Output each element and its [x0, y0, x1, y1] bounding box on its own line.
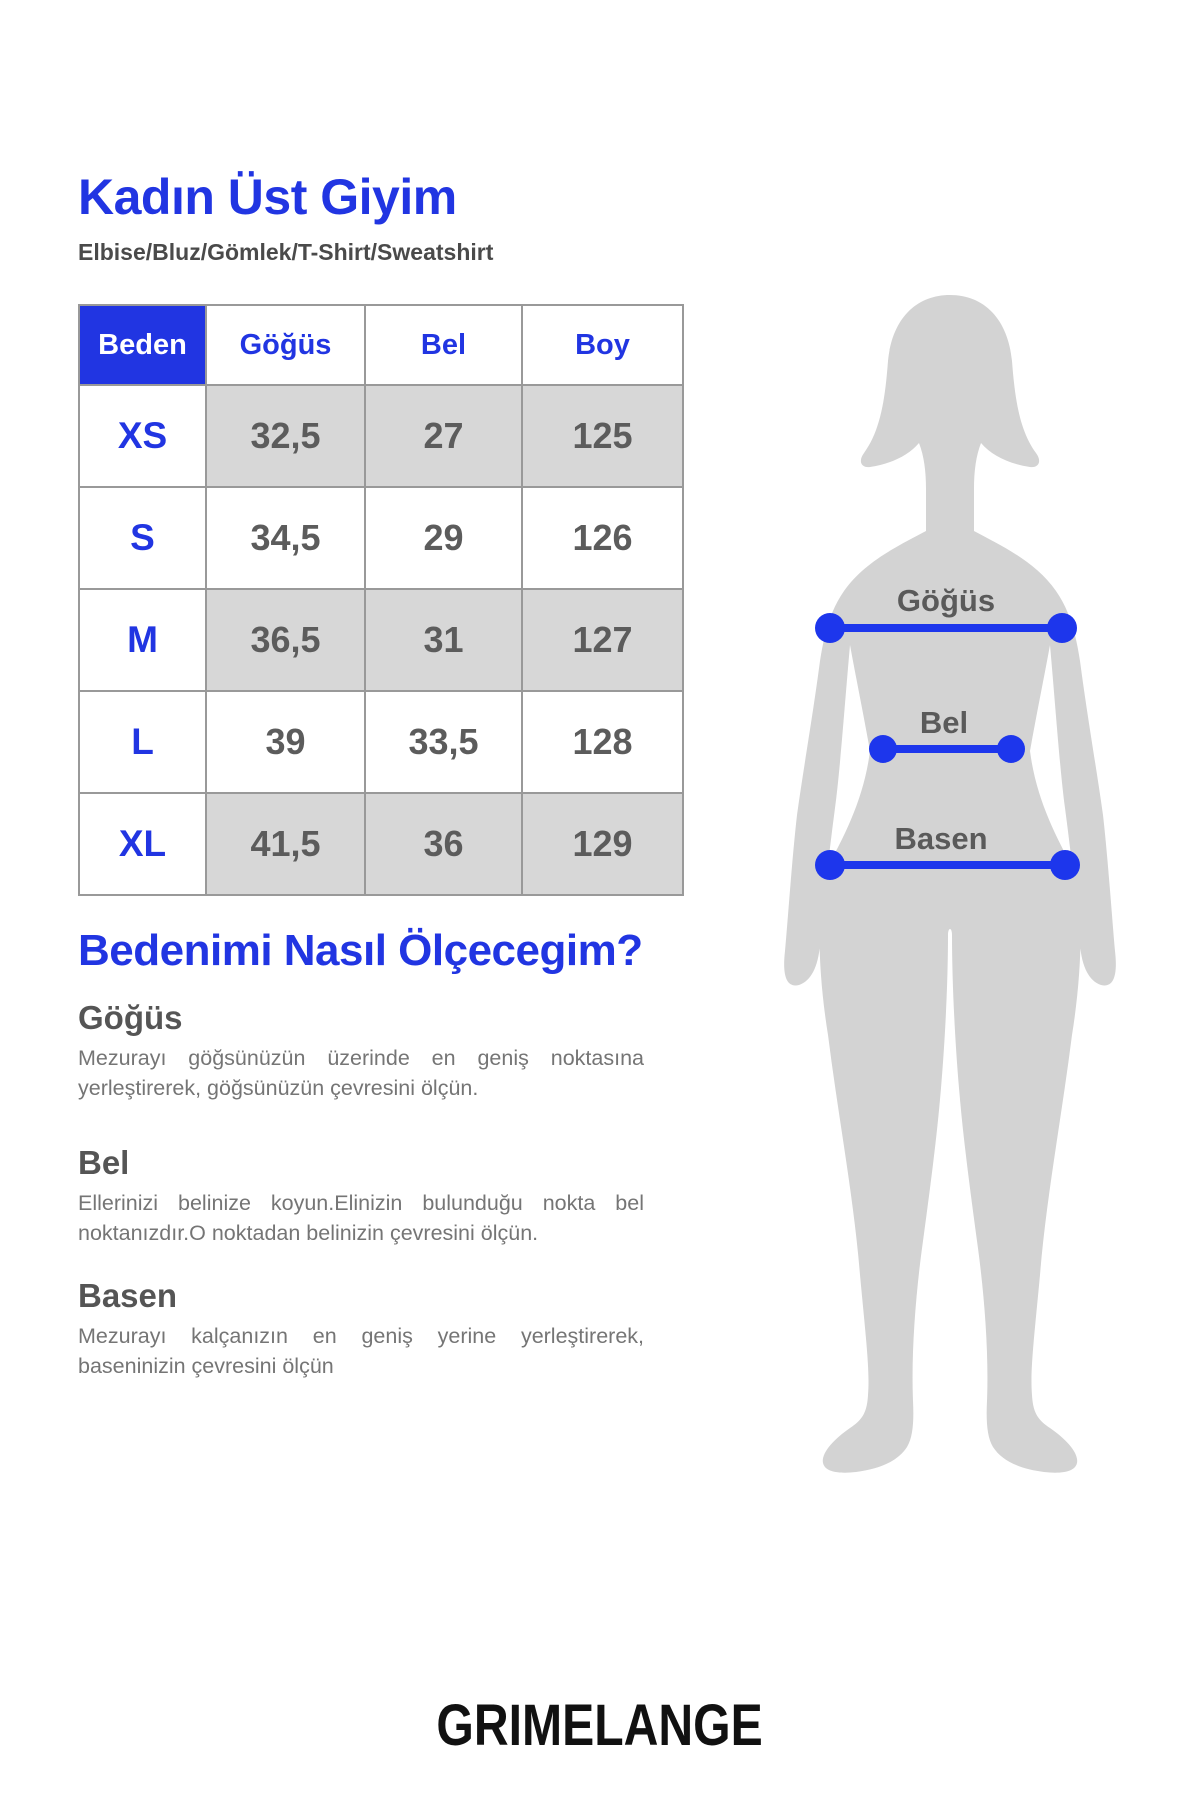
table-row [79, 793, 683, 895]
size-table-header-row [79, 305, 683, 385]
hips-line-endpoint [815, 850, 845, 880]
how-to-measure-heading: Bedenimi Nasıl Ölçecegim? [78, 926, 643, 975]
left-column [78, 170, 682, 1382]
section-text-hips: Mezurayı kalçanızın en geniş yerine yerleştirerek, baseninizin çevresini ölçün [78, 1323, 644, 1379]
section-title-hips: Basen [78, 1276, 178, 1314]
body-measurement-figure [780, 293, 1120, 1473]
header-cell-gogus: Göğüs [206, 305, 365, 385]
table-row [79, 487, 683, 589]
size-cell: XL [79, 793, 206, 895]
measurement-cell: 126 [522, 487, 683, 589]
waist-line-endpoint [997, 735, 1025, 763]
size-table [78, 304, 684, 896]
header-cell-boy: Boy [522, 305, 683, 385]
measurement-cell: 29 [365, 487, 522, 589]
waist-line-endpoint [869, 735, 897, 763]
measurement-cell: 34,5 [206, 487, 365, 589]
measurement-cell: 36,5 [206, 589, 365, 691]
measurement-cell: 33,5 [365, 691, 522, 793]
female-silhouette-body [784, 531, 1116, 1473]
measurement-cell: 125 [522, 385, 683, 487]
measurement-cell: 127 [522, 589, 683, 691]
table-row [79, 385, 683, 487]
header-cell-beden: Beden [79, 305, 206, 385]
waist-label: Bel [919, 705, 969, 740]
brand-logo-text: GRIMELANGE [436, 1693, 764, 1758]
section-title-chest: Göğüs [78, 998, 183, 1036]
measurement-cell: 39 [206, 691, 365, 793]
measurement-cell: 36 [365, 793, 522, 895]
measurement-cell: 129 [522, 793, 683, 895]
table-row [79, 691, 683, 793]
section-text-chest: Mezurayı göğsünüzün üzerinde en geniş noktasına yerleştirerek, göğsünüzün çevresini ölçün. [78, 1045, 644, 1101]
female-silhouette-head [861, 295, 1039, 543]
size-cell: M [79, 589, 206, 691]
table-row [79, 589, 683, 691]
measurement-cell: 27 [365, 385, 522, 487]
section-title-waist: Bel [78, 1143, 130, 1181]
measurement-cell: 32,5 [206, 385, 365, 487]
size-cell: L [79, 691, 206, 793]
measurement-cell: 31 [365, 589, 522, 691]
measurement-cell: 128 [522, 691, 683, 793]
hips-line-endpoint [1050, 850, 1080, 880]
measurement-cell: 41,5 [206, 793, 365, 895]
hips-label: Basen [894, 821, 988, 856]
page-title: Kadın Üst Giyim [78, 169, 457, 225]
chest-line-endpoint [815, 613, 845, 643]
header-cell-bel: Bel [365, 305, 522, 385]
category-subtitle: Elbise/Bluz/Gömlek/T-Shirt/Sweatshirt [78, 239, 494, 265]
brand-logo [0, 1692, 1200, 1759]
section-text-waist: Ellerinizi belinize koyun.Elinizin bulunduğu nokta bel noktanızdır.O noktadan belinizin çevresini ölçün. [78, 1190, 644, 1246]
chest-line-endpoint [1047, 613, 1077, 643]
size-cell: S [79, 487, 206, 589]
size-cell: XS [79, 385, 206, 487]
chest-label: Göğüs [896, 583, 996, 618]
